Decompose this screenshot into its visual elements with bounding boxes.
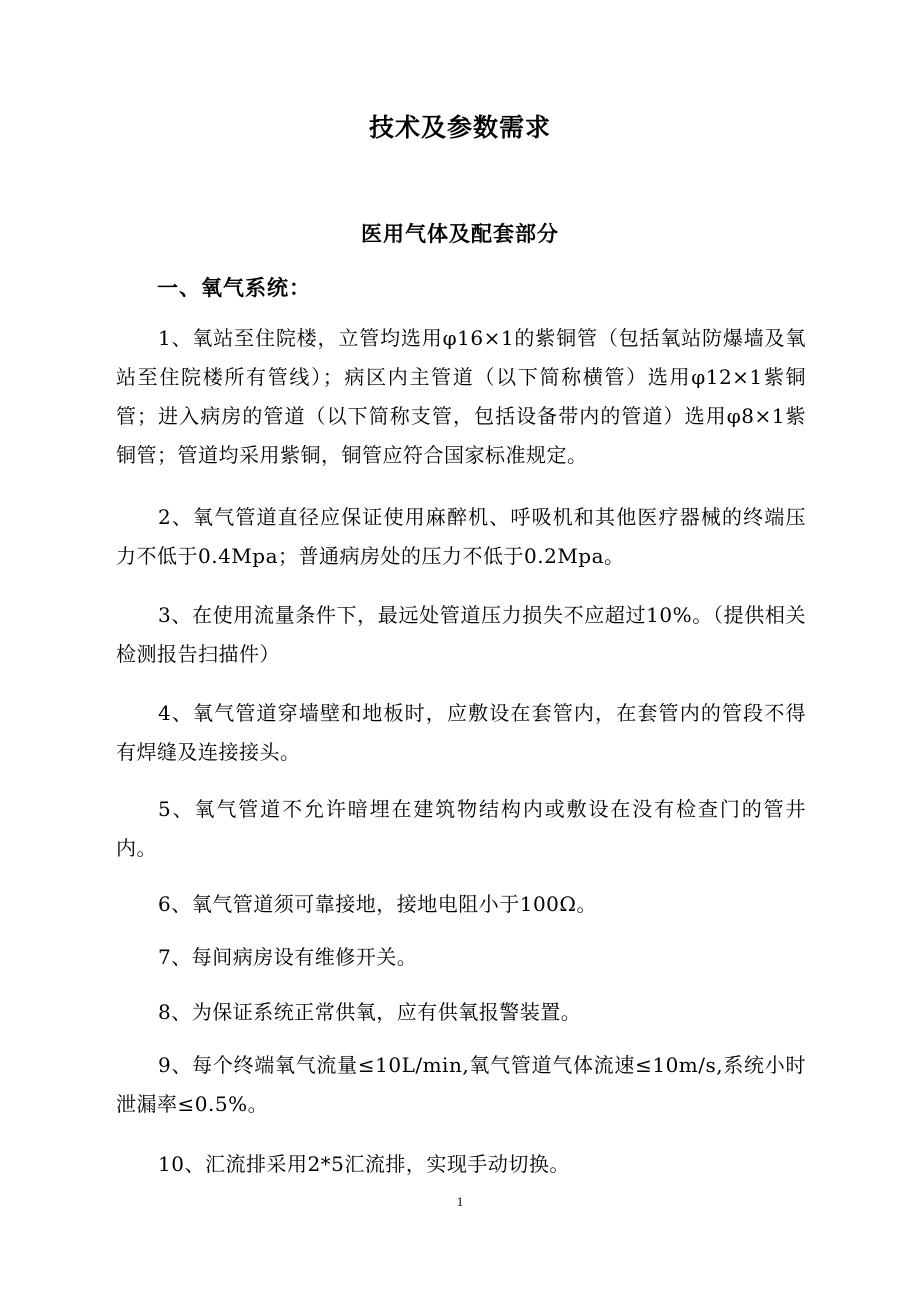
section-title: 医用气体及配套部分 [361, 221, 559, 246]
paragraph-item-8: 8、为保证系统正常供氧，应有供氧报警装置。 [158, 1000, 582, 1024]
paragraph-item-2: 2、氧气管道直径应保证使用麻醉机、呼吸机和其他医疗器械的终端压力不低于0.4Mpa；普通病房处的压力不低于0.2Mpa。 [116, 505, 806, 568]
paragraph-item-4: 4、氧气管道穿墙壁和地板时，应敷设在套管内，在套管内的管段不得有焊缝及连接接头。 [116, 701, 806, 764]
paragraph-item-9: 9、每个终端氧气流量≤10L/min,氧气管道气体流速≤10m/s,系统小时泄漏率≤0.5%。 [116, 1053, 806, 1116]
page-number: 1 [456, 1194, 464, 1209]
document-title: 技术及参数需求 [368, 113, 551, 142]
paragraph-item-5: 5、氧气管道不允许暗埋在建筑物结构内或敷设在没有检查门的管井内。 [116, 797, 806, 860]
paragraph-item-7: 7、每间病房设有维修开关。 [158, 945, 418, 969]
paragraph-item-1: 1、氧站至住院楼，立管均选用φ16×1的紫铜管（包括氧站防爆墙及氧站至住院楼所有管线）；病区内主管道（以下简称横管）选用φ12×1紫铜管；进入病房的管道（以下简称支管，包括设备带内的管道）选用φ8×1紫铜管；管道均采用紫铜，铜管应符合国家标准规定。 [116, 326, 806, 467]
paragraph-item-10: 10、汇流排采用2*5汇流排，实现手动切换。 [158, 1152, 570, 1176]
subsection-title: 一、氧气系统： [157, 275, 311, 300]
paragraph-item-6: 6、氧气管道须可靠接地，接地电阻小于100Ω。 [158, 892, 597, 916]
paragraph-item-3: 3、在使用流量条件下，最远处管道压力损失不应超过10%。（提供相关检测报告扫描件） [116, 603, 806, 666]
